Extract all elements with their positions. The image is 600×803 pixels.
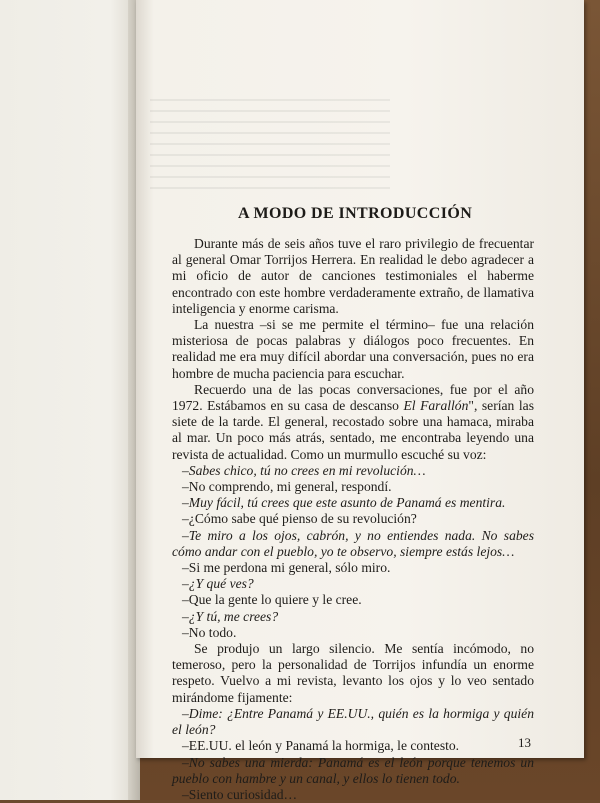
paragraph-2: La nuestra –si se me permite el término– fue una relación misteriosa de pocas palabras y diálogos poco frecuentes. En realidad me era muy difícil abordar una conversación, pues no era hombre de mucha paciencia para escuchar. [172, 317, 534, 381]
dialogue-line: –Muy fácil, tú crees que este asunto de Panamá es mentira. [182, 495, 506, 511]
page-number: 13 [518, 735, 531, 750]
paragraph-3-text-a: Recuerdo una de las pocas conversaciones, fue por el año 1972. Estábamos en su casa de descanso [172, 381, 534, 414]
place-name: El Farallón [403, 398, 469, 414]
dialogue-line: –Dime: ¿Entre Panamá y EE.UU., quién es la hormiga y quién el león? [172, 705, 534, 738]
paragraph-1: Durante más de seis años tuve el raro privilegio de frecuentar al general Omar Torrijos Herrera. En realidad le debo agradecer a mi oficio de autor de canciones testimoniales el haberme encontrado con este hombre verdaderamente extraño, de llamativa inteligencia y enorme carisma. [172, 236, 534, 316]
dialogue-line: –Sabes chico, tú no crees en mi revolución… [182, 462, 426, 478]
dialogue-line: –No comprendo, mi general, respondí. [182, 479, 392, 495]
dialogue-line: –Que la gente lo quiere y le cree. [182, 592, 362, 608]
dialogue-line: –¿Y tú, me crees? [182, 608, 279, 624]
dialogue-line: –No todo. [182, 624, 237, 640]
paragraph-3-text-b: ", serían las siete de la tarde. El general, recostado sobre una hamaca, miraba al mar. Un poco más atrás, sentado, me encontraba leyendo una revista de actualidad. Como un murmullo escuché su voz: [172, 398, 534, 462]
paragraph-4: Se produjo un largo silencio. Me sentía incómodo, no temeroso, pero la personalidad de Torrijos infundía un enorme respeto. Vuelvo a mi revista, levanto los ojos y lo veo sentado mirándome fijamente: [172, 641, 534, 705]
body-text [172, 236, 534, 803]
dialogue-line: –¿Cómo sabe qué pienso de su revolución? [182, 511, 417, 527]
dialogue-line: –Te miro a los ojos, cabrón, y no entiendes nada. No sabes cómo andar con el pueblo, yo te observo, siempre estás lejos… [172, 527, 534, 559]
left-page [0, 0, 138, 800]
chapter-heading: A MODO DE INTRODUCCIÓN [238, 205, 473, 222]
paragraph-3 [172, 382, 534, 463]
dialogue-line: –No sabes una mierda: Panamá es el león porque tenemos un pueblo con hambre y un canal, y ellos lo tienen todo. [172, 754, 534, 786]
show-through-text [150, 90, 390, 210]
dialogue-line: –Siento curiosidad… [182, 786, 298, 802]
dialogue-line: –¿Y qué ves? [182, 576, 254, 592]
dialogue-line: –Si me perdona mi general, sólo miro. [182, 560, 391, 576]
dialogue-line: –EE.UU. el león y Panamá la hormiga, le contesto. [182, 738, 460, 754]
